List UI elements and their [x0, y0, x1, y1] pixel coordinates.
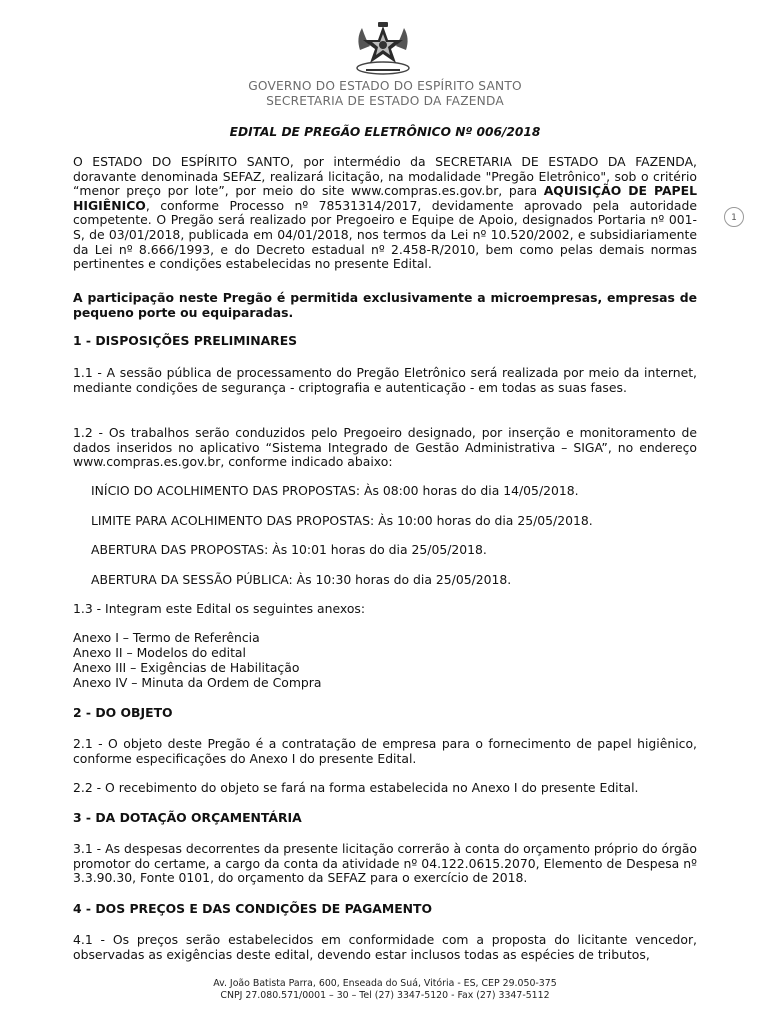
schedule-item: ABERTURA DAS PROPOSTAS: Às 10:01 horas do dia 25/05/2018. [91, 542, 487, 557]
schedule-item: ABERTURA DA SESSÃO PÚBLICA: Às 10:30 horas do dia 25/05/2018. [91, 572, 512, 587]
intro-object-bold: AQUISIÇÃO DE PAPEL HIGIÊNICO [73, 183, 697, 213]
section-1-heading: 1 - DISPOSIÇÕES PRELIMINARES [73, 333, 298, 348]
page-number-badge: 1 [724, 207, 744, 227]
clause-1-1: 1.1 - A sessão pública de processamento do Pregão Eletrônico será realizada por meio da internet, mediante condições de segurança - criptografia e autenticação - em todas as suas fases. [73, 365, 697, 395]
document-title: EDITAL DE PREGÃO ELETRÔNICO Nº 006/2018 [229, 125, 541, 139]
clause-2-2: 2.2 - O recebimento do objeto se fará na forma estabelecida no Anexo I do presente Edital. [73, 780, 639, 795]
state-coat-of-arms-icon [352, 20, 414, 78]
section-3-heading: 3 - DA DOTAÇÃO ORÇAMENTÁRIA [73, 810, 302, 825]
clause-1-3: 1.3 - Integram este Edital os seguintes anexos: [73, 601, 366, 616]
section-4-heading: 4 - DOS PREÇOS E DAS CONDIÇÕES DE PAGAMENTO [73, 901, 433, 916]
footer-contact: CNPJ 27.080.571/0001 – 30 – Tel (27) 3347-5120 - Fax (27) 3347-5112 [220, 990, 550, 1001]
participation-notice: A participação neste Pregão é permitida exclusivamente a microempresas, empresas de pequeno porte ou equiparadas. [73, 290, 697, 320]
schedule-item: INÍCIO DO ACOLHIMENTO DAS PROPOSTAS: Às 08:00 horas do dia 14/05/2018. [91, 483, 579, 498]
annex-item: Anexo IV – Minuta da Ordem de Compra [73, 675, 322, 690]
intro-text-rest: , conforme Processo nº 78531314/2017, devidamente aprovado pela autoridade competente. O Pregão será realizado por Pregoeiro e Equipe de Apoio, designados Portaria nº 001-S, de 03/01/2018, publicada em 04/01/2018, nos termos da Lei nº 10.520/2002, e subsidiariamente da Lei nº 8.666/1993, e do Decreto estadual nº 2.458-R/2010, bem como pelas demais normas pertinentes e condições estabelecidas no presente Edital. [73, 197, 697, 272]
government-name: GOVERNO DO ESTADO DO ESPÍRITO SANTO [248, 79, 522, 93]
annex-item: Anexo I – Termo de Referência [73, 630, 260, 645]
annex-item: Anexo III – Exigências de Habilitação [73, 660, 300, 675]
secretariat-name: SECRETARIA DE ESTADO DA FAZENDA [266, 94, 504, 108]
footer-address: Av. João Batista Parra, 600, Enseada do Suá, Vitória - ES, CEP 29.050-375 [213, 978, 557, 989]
clause-3-1: 3.1 - As despesas decorrentes da presente licitação correrão à conta do orçamento próprio do órgão promotor do certame, a cargo da conta da atividade nº 04.122.0615.2070, Elemento de Despesa nº 3.3.90.30, Fonte 0101, do orçamento da SEFAZ para o exercício de 2018. [73, 841, 697, 886]
intro-paragraph [73, 155, 697, 272]
schedule-item: LIMITE PARA ACOLHIMENTO DAS PROPOSTAS: Às 10:00 horas do dia 25/05/2018. [91, 513, 593, 528]
annex-item: Anexo II – Modelos do edital [73, 645, 246, 660]
clause-1-2: 1.2 - Os trabalhos serão conduzidos pelo Pregoeiro designado, por inserção e monitoramento de dados inseridos no aplicativo “Sistema Integrado de Gestão Administrativa – SIGA”, no endereço www.compras.es.gov.br, conforme indicado abaixo: [73, 425, 697, 470]
clause-2-1: 2.1 - O objeto deste Pregão é a contratação de empresa para o fornecimento de papel higiênico, conforme especificações do Anexo I do presente Edital. [73, 736, 697, 766]
section-2-heading: 2 - DO OBJETO [73, 705, 173, 720]
intro-text: O ESTADO DO ESPÍRITO SANTO, por intermédio da SECRETARIA DE ESTADO DA FAZENDA, doravante denominada SEFAZ, realizará licitação, na modalidade "Pregão Eletrônico", sob o critério “menor preço por lote”, por meio do site www.compras.es.gov.br, para [73, 154, 697, 199]
clause-4-1: 4.1 - Os preços serão estabelecidos em conformidade com a proposta do licitante vencedor, observadas as exigências deste edital, devendo estar inclusos todas as espécies de tributos, [73, 932, 697, 962]
